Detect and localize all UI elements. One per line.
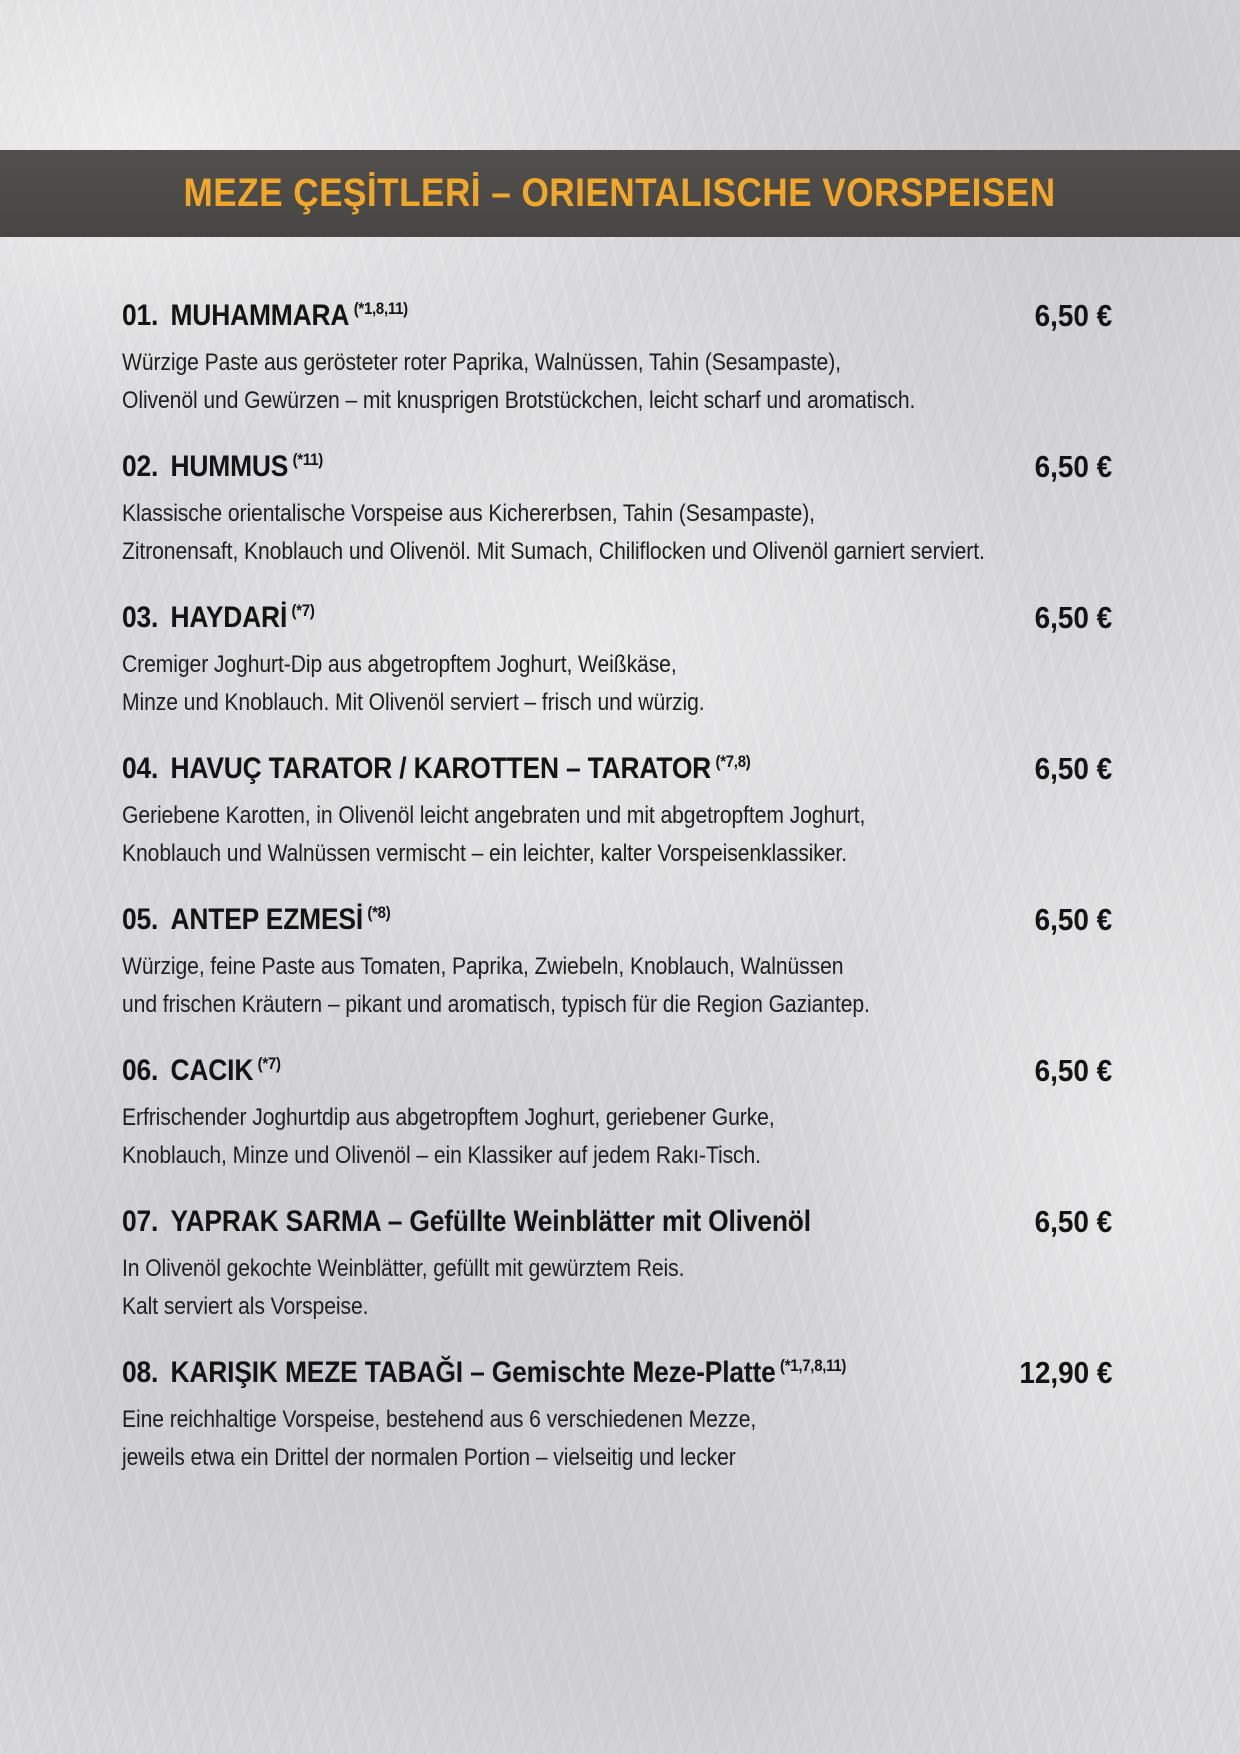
menu-item-price: 12,90 € — [1018, 1355, 1112, 1390]
menu-item-price: 6,50 € — [1034, 1204, 1112, 1239]
menu-item — [122, 449, 1112, 571]
menu-item-description — [122, 1099, 1112, 1175]
menu-item-price: 6,50 € — [1034, 298, 1112, 333]
menu-item-number: 03. — [122, 601, 159, 634]
menu-item-title — [122, 298, 408, 338]
menu-item-name: HUMMUS — [170, 450, 289, 483]
menu-item-description-line: Knoblauch und Walnüssen vermischt – ein leichter, kalter Vorspeisenklassiker. — [122, 840, 847, 867]
menu-item-description — [122, 1250, 1112, 1326]
menu-item-title — [122, 449, 323, 489]
menu-item-name: ANTEP EZMESİ — [170, 903, 363, 936]
menu-item-allergen-codes: (*7,8) — [715, 752, 751, 771]
menu-item — [122, 298, 1112, 420]
menu-item-number: 06. — [122, 1054, 159, 1087]
menu-item-description-line: Kalt serviert als Vorspeise. — [122, 1293, 369, 1320]
menu-item-description-line: Klassische orientalische Vorspeise aus Kichererbsen, Tahin (Sesampaste), — [122, 500, 815, 527]
menu-item-description-line: Cremiger Joghurt-Dip aus abgetropftem Joghurt, Weißkäse, — [122, 651, 677, 678]
menu-item-allergen-codes: (*1,7,8,11) — [780, 1356, 847, 1375]
menu-item-name: MUHAMMARA — [170, 299, 350, 332]
menu-item-header — [122, 1053, 1112, 1093]
menu-item-description-line: Erfrischender Joghurtdip aus abgetropftem Joghurt, geriebener Gurke, — [122, 1104, 775, 1131]
menu-item-description-line: Geriebene Karotten, in Olivenöl leicht angebraten und mit abgetropftem Joghurt, — [122, 802, 866, 829]
menu-item-description-line: Eine reichhaltige Vorspeise, bestehend aus 6 verschiedenen Mezze, — [122, 1406, 757, 1433]
menu-item-allergen-codes: (*8) — [367, 903, 391, 922]
menu-item-price: 6,50 € — [1034, 751, 1112, 786]
menu-item-allergen-codes: (*11) — [292, 450, 323, 469]
menu-item-name: HAYDARİ — [170, 601, 288, 634]
menu-item-header — [122, 298, 1112, 338]
menu-item-name: KARIŞIK MEZE TABAĞI – Gemischte Meze-Platte — [170, 1356, 776, 1389]
menu-item-title — [122, 600, 315, 640]
menu-item-number: 01. — [122, 299, 159, 332]
menu-item-description — [122, 948, 1112, 1024]
menu-item — [122, 1355, 1112, 1477]
menu-item-description — [122, 1401, 1112, 1477]
menu-item-description-line: Olivenöl und Gewürzen – mit knusprigen Brotstückchen, leicht scharf und aromatisch. — [122, 387, 916, 414]
menu-item-description-line: Zitronensaft, Knoblauch und Olivenöl. Mit Sumach, Chiliflocken und Olivenöl garniert serviert. — [122, 538, 985, 565]
menu-item — [122, 600, 1112, 722]
menu-item-number: 04. — [122, 752, 159, 785]
menu-item-number: 02. — [122, 450, 159, 483]
menu-item-description — [122, 344, 1112, 420]
menu-item-header — [122, 751, 1112, 791]
menu-item-price: 6,50 € — [1034, 1053, 1112, 1088]
menu-item-allergen-codes: (*1,8,11) — [353, 299, 408, 318]
menu-item-header — [122, 902, 1112, 942]
menu-item-header — [122, 1204, 1112, 1244]
menu-item-number: 07. — [122, 1205, 159, 1238]
menu-item-description-line: Minze und Knoblauch. Mit Olivenöl serviert – frisch und würzig. — [122, 689, 705, 716]
menu-item — [122, 1053, 1112, 1175]
menu-item-description — [122, 797, 1112, 873]
menu-item-price: 6,50 € — [1034, 449, 1112, 484]
menu-item-name: YAPRAK SARMA – Gefüllte Weinblätter mit Olivenöl — [170, 1205, 811, 1238]
section-header-band — [0, 150, 1240, 237]
menu-items-list — [122, 298, 1112, 1506]
menu-item-title — [122, 1355, 846, 1395]
menu-item-description-line: In Olivenöl gekochte Weinblätter, gefüllt mit gewürztem Reis. — [122, 1255, 685, 1282]
menu-item-title — [122, 751, 750, 791]
menu-item-title — [122, 1053, 281, 1093]
menu-item-header — [122, 1355, 1112, 1395]
menu-item-number: 08. — [122, 1356, 159, 1389]
menu-item-description-line: und frischen Kräutern – pikant und aromatisch, typisch für die Region Gaziantep. — [122, 991, 870, 1018]
menu-item — [122, 902, 1112, 1024]
menu-item-header — [122, 600, 1112, 640]
menu-item-description-line: jeweils etwa ein Drittel der normalen Portion – vielseitig und lecker — [122, 1444, 736, 1471]
menu-item-title — [122, 902, 390, 942]
menu-item-price: 6,50 € — [1034, 902, 1112, 937]
menu-item-name: CACIK — [170, 1054, 254, 1087]
menu-item — [122, 751, 1112, 873]
menu-item-number: 05. — [122, 903, 159, 936]
menu-item — [122, 1204, 1112, 1326]
menu-item-description — [122, 646, 1112, 722]
menu-item-name: HAVUÇ TARATOR / KAROTTEN – TARATOR — [170, 752, 712, 785]
menu-item-allergen-codes: (*7) — [291, 601, 315, 620]
menu-item-price: 6,50 € — [1034, 600, 1112, 635]
section-title: MEZE ÇEŞİTLERİ – ORIENTALISCHE VORSPEISEN — [183, 171, 1057, 215]
menu-item-title — [122, 1204, 815, 1244]
menu-item-description-line: Würzige, feine Paste aus Tomaten, Paprika, Zwiebeln, Knoblauch, Walnüssen — [122, 953, 844, 980]
menu-item-description — [122, 495, 1112, 571]
menu-item-description-line: Würzige Paste aus gerösteter roter Paprika, Walnüssen, Tahin (Sesampaste), — [122, 349, 841, 376]
menu-item-header — [122, 449, 1112, 489]
menu-item-description-line: Knoblauch, Minze und Olivenöl – ein Klassiker auf jedem Rakı-Tisch. — [122, 1142, 761, 1169]
menu-item-allergen-codes: (*7) — [257, 1054, 281, 1073]
